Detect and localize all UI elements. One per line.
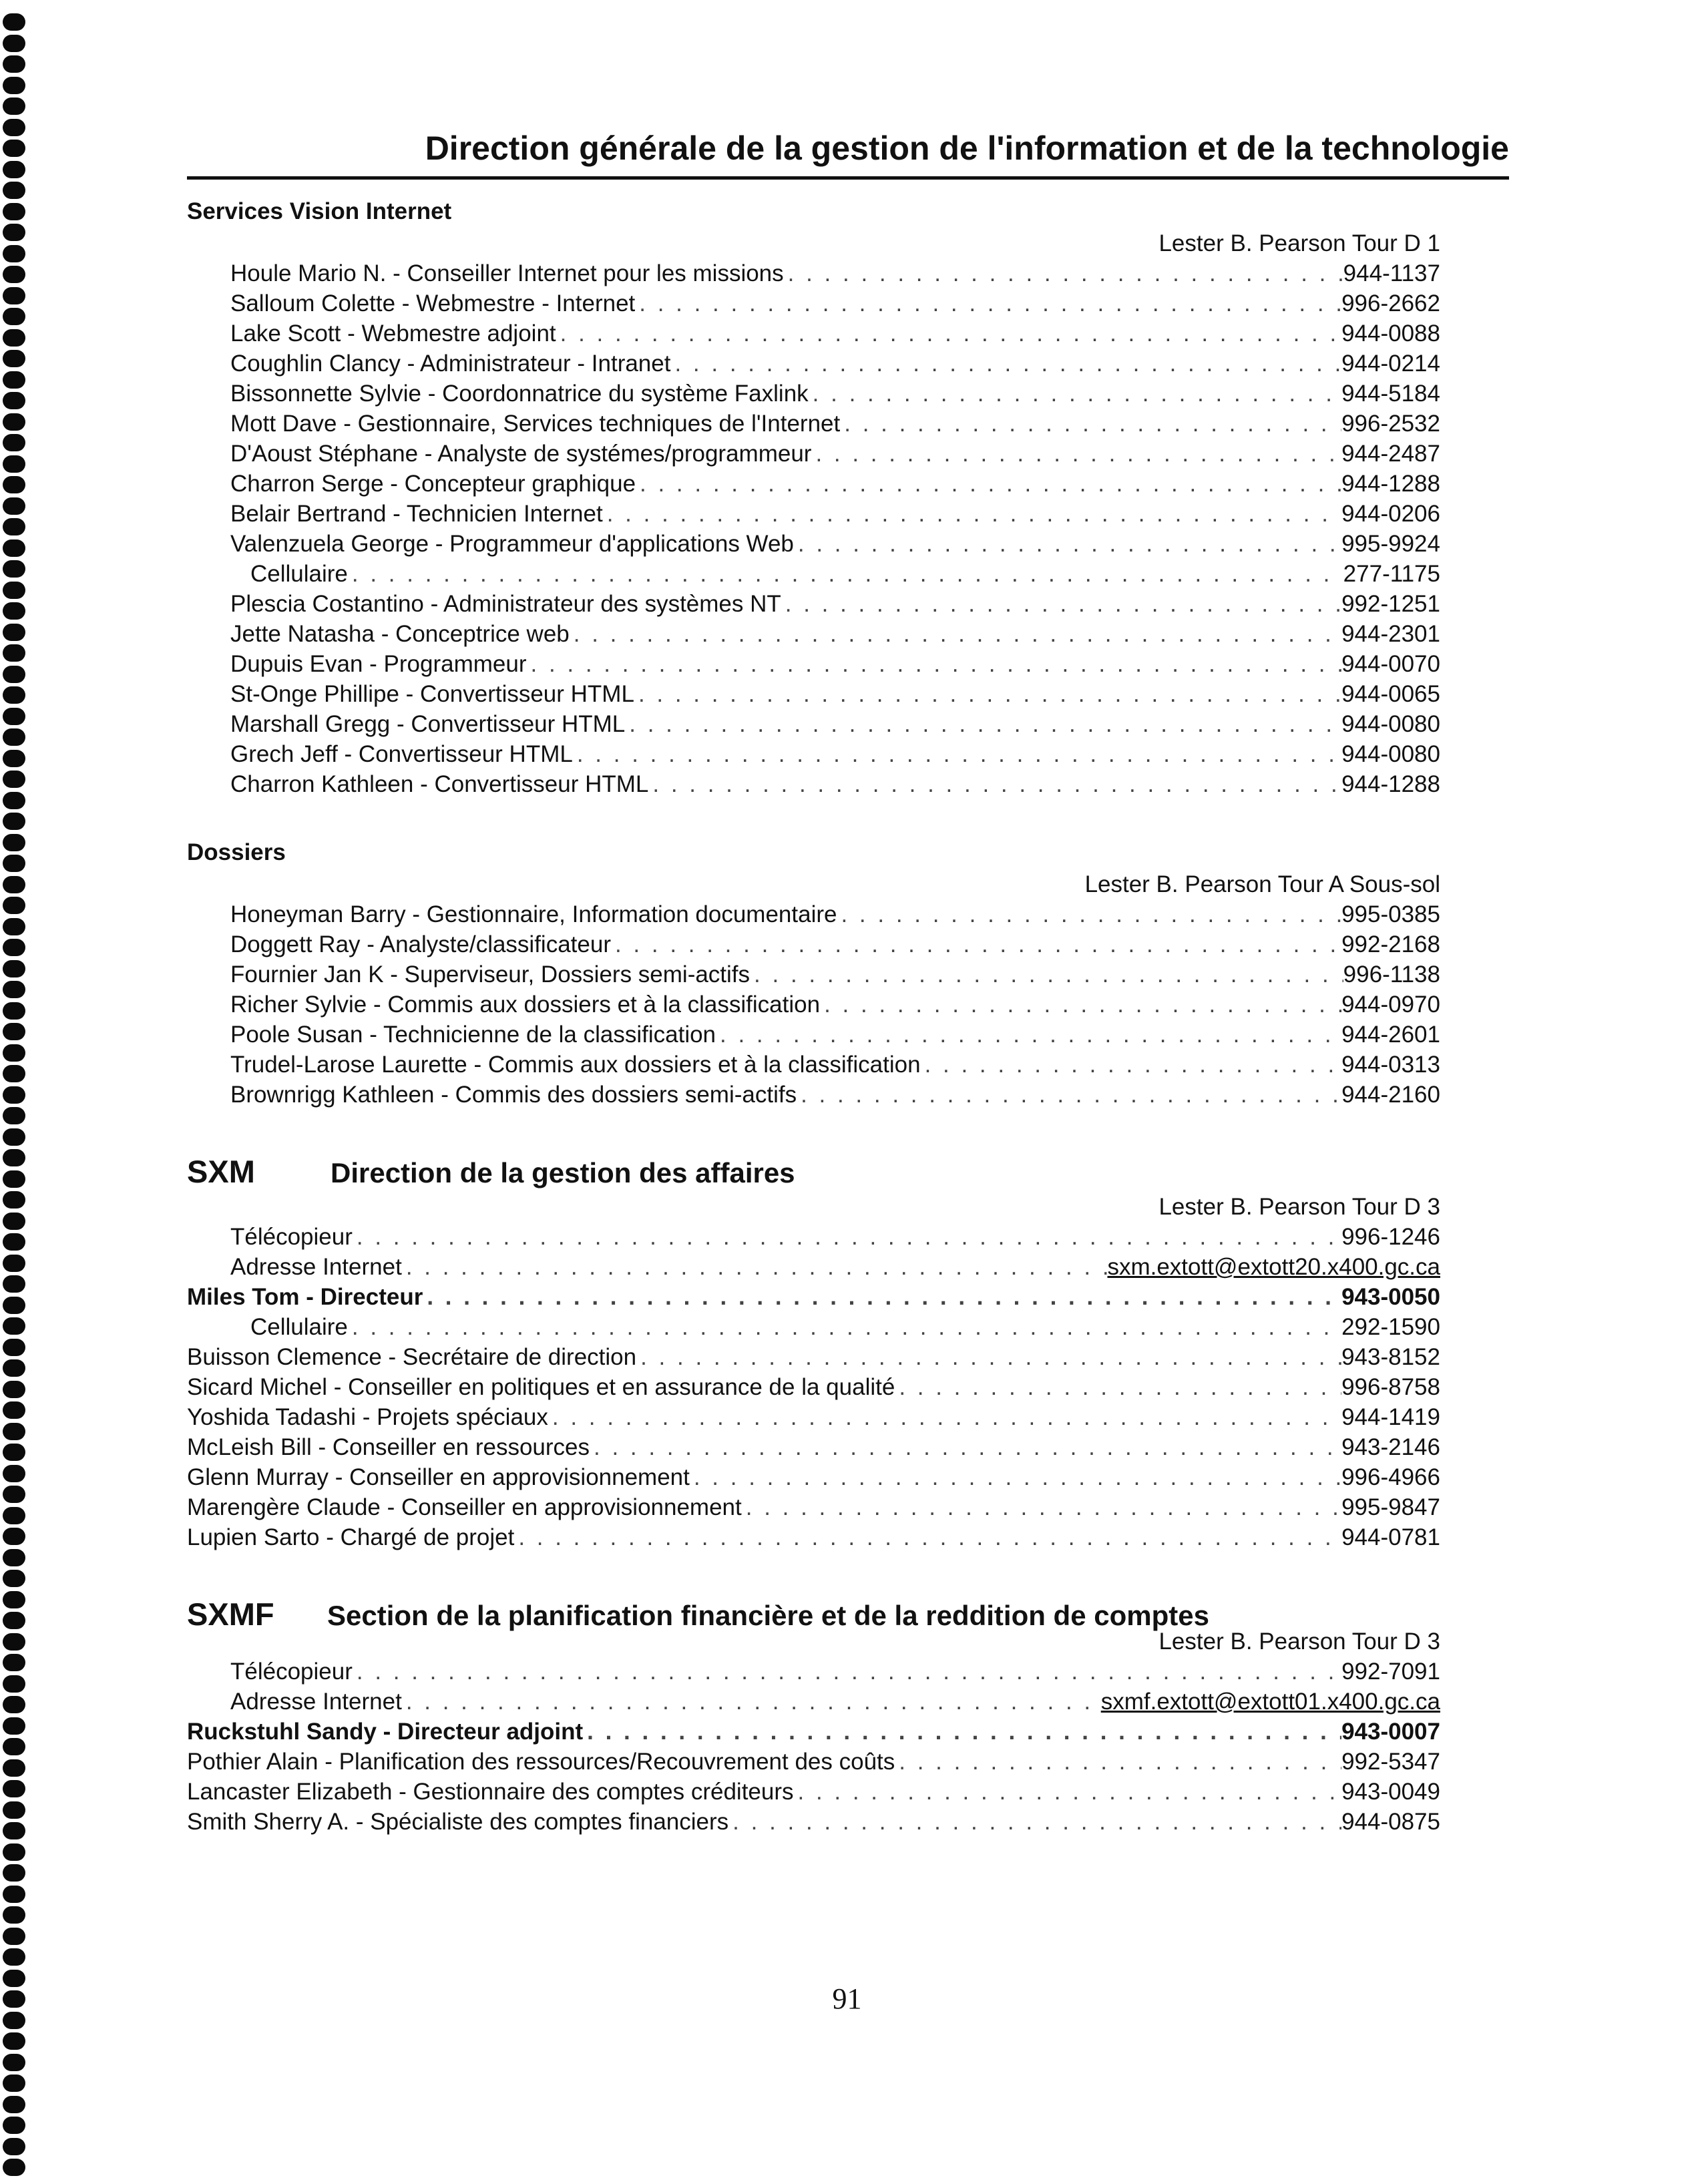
directory-entry (230, 529, 1440, 559)
binding-hole (3, 539, 25, 557)
directory-entry (230, 619, 1440, 649)
entry-name: Grech Jeff - Convertisseur HTML (230, 741, 573, 767)
directory-entry (187, 1687, 1440, 1717)
dot-leader (402, 1252, 1108, 1282)
dot-leader (670, 349, 1341, 379)
dot-leader (784, 258, 1343, 288)
binding-hole (3, 1801, 25, 1819)
binding-hole (3, 834, 25, 851)
entry-phone: 992-2168 (1341, 931, 1440, 957)
entry-name: Sicard Michel - Conseiller en politiques et en assurance de la qualité (187, 1374, 895, 1400)
entry-phone: 992-1251 (1341, 591, 1440, 617)
entry-phone: 944-2487 (1341, 441, 1440, 467)
entry-name: Lupien Sarto - Chargé de projet (187, 1524, 515, 1550)
binding-hole (3, 750, 25, 767)
binding-hole (3, 1928, 25, 1945)
section-code: SXMF (187, 1596, 274, 1632)
binding-hole (3, 792, 25, 809)
directory-entry (230, 959, 1440, 990)
entry-phone: 944-0070 (1341, 651, 1440, 677)
binding-hole (3, 266, 25, 283)
binding-hole (3, 1401, 25, 1419)
entry-list (187, 1222, 1440, 1552)
binding-hole (3, 1696, 25, 1713)
directory-entry (230, 559, 1440, 589)
binding-hole (3, 771, 25, 788)
entry-phone: 944-1419 (1341, 1404, 1440, 1430)
binding-hole (3, 1213, 25, 1230)
binding-hole (3, 1843, 25, 1861)
binding-hole (3, 245, 25, 262)
binding-hole (3, 1654, 25, 1671)
directory-entry (187, 1252, 1440, 1282)
dot-leader (837, 899, 1341, 929)
binding-hole (3, 624, 25, 641)
entry-name: Charron Serge - Concepteur graphique (230, 471, 636, 497)
dot-leader (527, 649, 1342, 679)
entry-name: Marengère Claude - Conseiller en approvisionnement (187, 1494, 742, 1520)
binding-hole (3, 1675, 25, 1693)
entry-name: Cellulaire (250, 561, 348, 587)
binding-hole (3, 1717, 25, 1735)
dot-leader (797, 1080, 1341, 1110)
directory-entry (187, 1372, 1440, 1402)
entry-name: Jette Natasha - Conceptrice web (230, 621, 570, 647)
binding-hole (3, 55, 25, 73)
page-number: 91 (832, 1982, 862, 2015)
binding-hole (3, 2159, 25, 2176)
entry-name: Fournier Jan K - Superviseur, Dossiers semi-actifs (230, 961, 751, 988)
binding-hole (3, 1339, 25, 1356)
directory-entry (230, 929, 1440, 959)
dot-leader (794, 1777, 1342, 1807)
dot-leader (895, 1372, 1341, 1402)
entry-phone: 944-5184 (1341, 381, 1440, 407)
binding-hole (3, 1170, 25, 1188)
entry-name: Salloum Colette - Webmestre - Internet (230, 290, 636, 316)
entry-name: Poole Susan - Technicienne de la classification (230, 1022, 716, 1048)
binding-hole (3, 1359, 25, 1377)
dot-leader (353, 1222, 1341, 1252)
binding-hole (3, 350, 25, 367)
directory-entry (230, 439, 1440, 469)
entry-phone: 944-0080 (1341, 711, 1440, 737)
entry-phone: 943-0049 (1341, 1779, 1440, 1805)
binding-hole (3, 1486, 25, 1503)
entry-phone: 943-2146 (1341, 1434, 1440, 1460)
entry-name: Richer Sylvie - Commis aux dossiers et à la classification (230, 992, 821, 1018)
entry-name: Belair Bertrand - Technicien Internet (230, 501, 603, 527)
entry-name: Télécopieur (230, 1224, 353, 1250)
dot-leader (625, 709, 1341, 739)
entry-name: Coughlin Clancy - Administrateur - Intranet (230, 351, 671, 377)
entry-name: Lancaster Elizabeth - Gestionnaire des comptes créditeurs (187, 1779, 794, 1805)
entry-name: Pothier Alain - Planification des ressources/Recouvrement des coûts (187, 1749, 895, 1775)
directory-entry (230, 739, 1440, 769)
binding-hole (3, 2138, 25, 2155)
section-location: Lester B. Pearson Tour A Sous-sol (1084, 871, 1440, 897)
entry-name: Charron Kathleen - Convertisseur HTML (230, 771, 649, 797)
binding-hole (3, 1317, 25, 1335)
binding-hole (3, 1906, 25, 1924)
page-title: Direction générale de la gestion de l'information et de la technologie (187, 120, 1509, 180)
binding-hole (3, 560, 25, 578)
entry-name: Miles Tom - Directeur (187, 1284, 423, 1310)
binding-hole (3, 1549, 25, 1566)
section-title: Dossiers (187, 839, 286, 865)
entry-list (187, 899, 1440, 1110)
binding-hole (3, 518, 25, 535)
directory-entry (187, 1222, 1440, 1252)
dot-leader (781, 589, 1341, 619)
dot-leader (548, 1402, 1341, 1432)
binding-hole (3, 1759, 25, 1777)
directory-entry (230, 1050, 1440, 1080)
section-heading (187, 1152, 1440, 1192)
binding-hole (3, 686, 25, 704)
directory-entry (187, 1807, 1440, 1837)
section-title: Direction de la gestion des affaires (331, 1157, 795, 1188)
entry-name: Houle Mario N. - Conseiller Internet pour les missions (230, 260, 784, 286)
binding-hole (3, 2096, 25, 2113)
entry-phone: 944-0875 (1341, 1809, 1440, 1835)
binding-hole (3, 35, 25, 52)
binding-hole (3, 329, 25, 347)
entry-phone: 996-2662 (1341, 290, 1440, 316)
entry-name: Smith Sherry A. - Spécialiste des comptes financiers (187, 1809, 729, 1835)
binding-hole (3, 203, 25, 220)
binding-hole (3, 644, 25, 662)
binding-hole (3, 371, 25, 389)
binding-holes (3, 0, 28, 2184)
binding-hole (3, 1086, 25, 1104)
binding-hole (3, 728, 25, 746)
entry-name: D'Aoust Stéphane - Analyste de systémes/programmeur (230, 441, 812, 467)
entry-phone: 995-0385 (1341, 901, 1440, 927)
entry-phone: 944-0313 (1341, 1052, 1440, 1078)
binding-hole (3, 497, 25, 515)
directory-entry (230, 379, 1440, 409)
binding-hole (3, 434, 25, 451)
email-link[interactable]: sxm.extott@extott20.x400.gc.ca (1107, 1254, 1440, 1280)
entry-phone: 292-1590 (1341, 1314, 1440, 1340)
binding-hole (3, 119, 25, 136)
directory-entry (230, 990, 1440, 1020)
dot-leader (636, 1342, 1341, 1372)
entry-name: Dupuis Evan - Programmeur (230, 651, 527, 677)
directory-entry (230, 258, 1440, 288)
dot-leader (348, 1312, 1341, 1342)
dot-leader (921, 1050, 1342, 1080)
dot-leader (353, 1657, 1341, 1687)
binding-hole (3, 476, 25, 493)
binding-hole (3, 413, 25, 431)
dot-leader (820, 990, 1341, 1020)
entry-phone: 995-9924 (1341, 531, 1440, 557)
binding-hole (3, 182, 25, 199)
dot-leader (423, 1282, 1341, 1312)
binding-hole (3, 1275, 25, 1293)
directory-entry (187, 1777, 1440, 1807)
binding-hole (3, 708, 25, 725)
section-code: SXM (187, 1154, 255, 1189)
directory-entry (230, 649, 1440, 679)
directory-entry (230, 1020, 1440, 1050)
binding-hole (3, 1423, 25, 1440)
binding-hole (3, 1948, 25, 1966)
directory-entry (187, 1522, 1440, 1552)
entry-name: McLeish Bill - Conseiller en ressources (187, 1434, 590, 1460)
directory-entry (187, 1462, 1440, 1492)
dot-leader (809, 379, 1341, 409)
directory-entry (187, 1342, 1440, 1372)
binding-hole (3, 1591, 25, 1608)
binding-hole (3, 813, 25, 830)
entry-fax: 996-1246 (1341, 1224, 1440, 1250)
entry-phone: 992-5347 (1341, 1749, 1440, 1775)
binding-hole (3, 1002, 25, 1020)
binding-hole (3, 455, 25, 473)
binding-hole (3, 1633, 25, 1651)
binding-hole (3, 918, 25, 935)
entry-fax: 992-7091 (1341, 1659, 1440, 1685)
binding-hole (3, 2054, 25, 2071)
entry-list (187, 1657, 1440, 1837)
binding-hole (3, 1044, 25, 1062)
entry-name: Adresse Internet (230, 1689, 402, 1715)
entry-name: Honeyman Barry - Gestionnaire, Information documentaire (230, 901, 837, 927)
entry-phone: 944-2301 (1341, 621, 1440, 647)
binding-hole (3, 582, 25, 599)
directory-entry (187, 1282, 1440, 1312)
directory-entry (187, 1432, 1440, 1462)
binding-hole (3, 2117, 25, 2134)
entry-phone: 944-0206 (1341, 501, 1440, 527)
dot-leader (690, 1462, 1341, 1492)
section-sxmf (187, 1594, 1440, 1837)
dot-leader (603, 499, 1341, 529)
binding-hole (3, 97, 25, 115)
entry-phone: 996-2532 (1341, 411, 1440, 437)
dot-leader (402, 1687, 1101, 1717)
binding-hole (3, 1128, 25, 1146)
entry-phone: 944-0088 (1341, 320, 1440, 347)
binding-hole (3, 855, 25, 872)
directory-entry (187, 1747, 1440, 1777)
dot-leader (634, 679, 1341, 709)
dot-leader (895, 1747, 1341, 1777)
binding-hole (3, 1233, 25, 1251)
binding-hole (3, 897, 25, 914)
binding-hole (3, 1822, 25, 1839)
directory-entry (187, 1492, 1440, 1522)
binding-hole (3, 1864, 25, 1882)
binding-hole (3, 140, 25, 157)
directory-entry (230, 1080, 1440, 1110)
entry-name: Buisson Clemence - Secrétaire de direction (187, 1344, 637, 1370)
binding-hole (3, 1381, 25, 1398)
directory-entry (230, 288, 1440, 318)
dot-leader (794, 529, 1341, 559)
binding-hole (3, 1780, 25, 1797)
directory-entry (187, 1717, 1440, 1747)
directory-entry (230, 679, 1440, 709)
dot-leader (570, 619, 1341, 649)
binding-hole (3, 1191, 25, 1209)
dot-leader (348, 559, 1343, 589)
section-title: Section de la planification financière et de la reddition de comptes (327, 1600, 1209, 1631)
binding-hole (3, 1507, 25, 1524)
binding-hole (3, 1465, 25, 1482)
dot-leader (742, 1492, 1341, 1522)
binding-hole (3, 876, 25, 893)
entry-list (187, 258, 1440, 799)
entry-phone: 944-1288 (1341, 771, 1440, 797)
dot-leader (648, 769, 1341, 799)
directory-entry (230, 769, 1440, 799)
dot-leader (840, 409, 1341, 439)
entry-name: Glenn Murray - Conseiller en approvisionnement (187, 1464, 690, 1490)
binding-hole (3, 1444, 25, 1461)
binding-hole (3, 1886, 25, 1903)
entry-phone: 943-0007 (1341, 1719, 1440, 1745)
entry-phone: 944-1137 (1343, 260, 1440, 286)
dot-leader (590, 1432, 1341, 1462)
entry-name: Cellulaire (250, 1314, 348, 1340)
entry-phone: 944-2160 (1341, 1082, 1440, 1108)
entry-name: Trudel-Larose Laurette - Commis aux dossiers et à la classification (230, 1052, 921, 1078)
directory-entry (187, 1312, 1440, 1342)
binding-hole (3, 1528, 25, 1545)
binding-hole (3, 308, 25, 325)
binding-hole (3, 1570, 25, 1587)
binding-hole (3, 981, 25, 998)
directory-entry (230, 318, 1440, 349)
dot-leader (514, 1522, 1341, 1552)
dot-leader (750, 959, 1343, 990)
entry-name: St-Onge Phillipe - Convertisseur HTML (230, 681, 634, 707)
entry-phone: 995-9847 (1341, 1494, 1440, 1520)
directory-entry (230, 349, 1440, 379)
entry-phone: 944-0080 (1341, 741, 1440, 767)
dot-leader (811, 439, 1341, 469)
dot-leader (636, 469, 1341, 499)
section-location: Lester B. Pearson Tour D 3 (1158, 1194, 1440, 1220)
entry-name: Yoshida Tadashi - Projets spéciaux (187, 1404, 548, 1430)
entry-phone: 996-1138 (1343, 961, 1440, 988)
entry-phone: 944-0970 (1341, 992, 1440, 1018)
dot-leader (728, 1807, 1341, 1837)
directory-entry (230, 469, 1440, 499)
dot-leader (573, 739, 1341, 769)
directory-entry (187, 1402, 1440, 1432)
directory-entry (230, 499, 1440, 529)
entry-phone: 944-2601 (1341, 1022, 1440, 1048)
entry-name: Brownrigg Kathleen - Commis des dossiers semi-actifs (230, 1082, 797, 1108)
entry-phone: 944-0781 (1341, 1524, 1440, 1550)
entry-phone: 943-0050 (1341, 1284, 1440, 1310)
binding-hole (3, 1107, 25, 1124)
section-services-vision-internet (187, 195, 1440, 799)
entry-phone: 996-4966 (1341, 1464, 1440, 1490)
section-location: Lester B. Pearson Tour D 3 (1158, 1628, 1440, 1655)
section-sxm (187, 1152, 1440, 1552)
binding-hole (3, 960, 25, 977)
entry-name: Valenzuela George - Programmeur d'applications Web (230, 531, 794, 557)
binding-hole (3, 161, 25, 178)
binding-hole (3, 666, 25, 683)
binding-hole (3, 13, 25, 31)
entry-name: Bissonnette Sylvie - Coordonnatrice du système Faxlink (230, 381, 809, 407)
binding-hole (3, 1612, 25, 1629)
binding-hole (3, 1738, 25, 1755)
binding-hole (3, 939, 25, 956)
section-location: Lester B. Pearson Tour D 1 (1158, 230, 1440, 256)
section-dossiers (187, 836, 1440, 1110)
binding-hole (3, 77, 25, 94)
email-link[interactable]: sxmf.extott@extott01.x400.gc.ca (1100, 1689, 1440, 1715)
dot-leader (611, 929, 1341, 959)
entry-name: Plescia Costantino - Administrateur des systèmes NT (230, 591, 781, 617)
directory-entry (230, 899, 1440, 929)
binding-hole (3, 287, 25, 304)
directory-entry (230, 709, 1440, 739)
entry-phone: 944-0065 (1341, 681, 1440, 707)
entry-phone: 944-1288 (1341, 471, 1440, 497)
entry-name: Marshall Gregg - Convertisseur HTML (230, 711, 626, 737)
entry-phone: 944-0214 (1341, 351, 1440, 377)
dot-leader (635, 288, 1341, 318)
entry-name: Mott Dave - Gestionnaire, Services techniques de l'Internet (230, 411, 841, 437)
section-title: Services Vision Internet (187, 198, 452, 224)
entry-name: Ruckstuhl Sandy - Directeur adjoint (187, 1719, 584, 1745)
binding-hole (3, 1065, 25, 1082)
dot-leader (583, 1717, 1341, 1747)
binding-hole (3, 1023, 25, 1040)
binding-hole (3, 224, 25, 241)
entry-phone: 996-8758 (1341, 1374, 1440, 1400)
entry-phone: 943-8152 (1341, 1344, 1440, 1370)
binding-hole (3, 1255, 25, 1272)
binding-hole (3, 392, 25, 409)
entry-name: Adresse Internet (230, 1254, 402, 1280)
binding-hole (3, 602, 25, 620)
directory-entry (187, 1657, 1440, 1687)
binding-hole (3, 1149, 25, 1166)
dot-leader (556, 318, 1341, 349)
binding-hole (3, 2032, 25, 2050)
entry-name: Lake Scott - Webmestre adjoint (230, 320, 556, 347)
directory-entry (230, 409, 1440, 439)
entry-name: Doggett Ray - Analyste/classificateur (230, 931, 611, 957)
binding-hole (3, 2074, 25, 2092)
entry-phone: 277-1175 (1343, 561, 1440, 587)
binding-hole (3, 1297, 25, 1314)
entry-name: Télécopieur (230, 1659, 353, 1685)
directory-entry (230, 589, 1440, 619)
dot-leader (716, 1020, 1341, 1050)
